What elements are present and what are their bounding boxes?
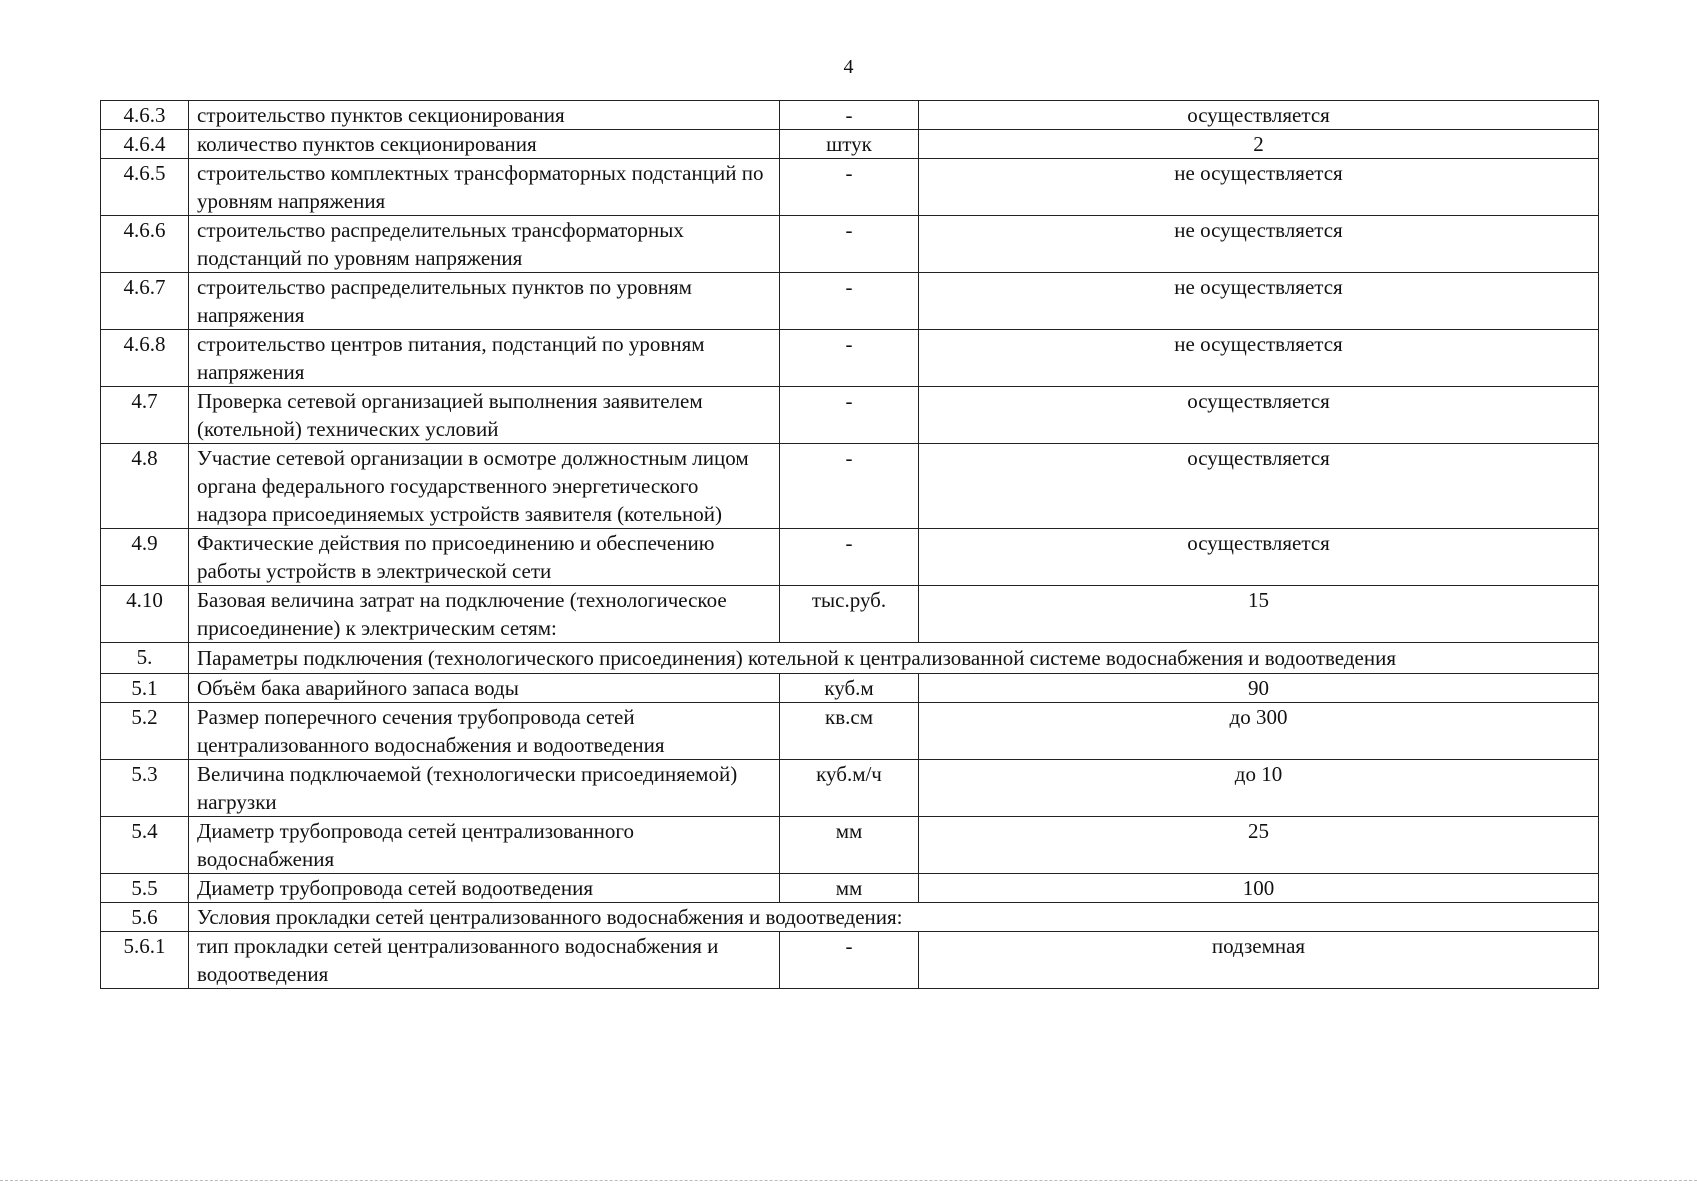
row-unit: кв.см [780,703,919,760]
row-number: 4.6.5 [101,159,189,216]
section-title: Параметры подключения (технологического присоединения) котельной к централизованной системе водоснабжения и водоотведения [189,643,1599,674]
table-row [101,444,1599,529]
row-unit: - [780,101,919,130]
table-row [101,674,1599,703]
table-row [101,159,1599,216]
table-row [101,932,1599,989]
row-value: осуществляется [919,529,1599,586]
row-description: строительство центров питания, подстанций по уровням напряжения [189,330,780,387]
row-description: количество пунктов секционирования [189,130,780,159]
row-number: 4.7 [101,387,189,444]
row-number: 5.6.1 [101,932,189,989]
row-number: 5.5 [101,874,189,903]
table-row [101,273,1599,330]
row-description: строительство пунктов секционирования [189,101,780,130]
row-number: 4.8 [101,444,189,529]
table-row [101,760,1599,817]
row-value: 100 [919,874,1599,903]
section-title: Условия прокладки сетей централизованного водоснабжения и водоотведения: [189,903,1599,932]
row-description: Проверка сетевой организацией выполнения заявителем (котельной) технических условий [189,387,780,444]
section-row [101,643,1599,674]
row-unit: куб.м [780,674,919,703]
table-row [101,101,1599,130]
row-number: 4.9 [101,529,189,586]
row-value: не осуществляется [919,159,1599,216]
parameters-table [100,100,1599,989]
row-description: Объём бака аварийного запаса воды [189,674,780,703]
row-value: 15 [919,586,1599,643]
row-unit: штук [780,130,919,159]
row-number: 5.2 [101,703,189,760]
table-row [101,330,1599,387]
row-number: 4.6.3 [101,101,189,130]
table-row [101,387,1599,444]
section-row [101,903,1599,932]
row-value: подземная [919,932,1599,989]
row-value: осуществляется [919,387,1599,444]
row-unit: - [780,273,919,330]
row-value: не осуществляется [919,330,1599,387]
row-unit: тыс.руб. [780,586,919,643]
row-value: не осуществляется [919,216,1599,273]
row-number: 4.6.7 [101,273,189,330]
row-value: до 10 [919,760,1599,817]
row-number: 4.10 [101,586,189,643]
row-number: 4.6.8 [101,330,189,387]
row-number: 5. [101,643,189,674]
row-description: тип прокладки сетей централизованного водоснабжения и водоотведения [189,932,780,989]
row-description: строительство распределительных пунктов по уровням напряжения [189,273,780,330]
row-description: Величина подключаемой (технологически присоединяемой) нагрузки [189,760,780,817]
table-row [101,586,1599,643]
row-value: 2 [919,130,1599,159]
table-row [101,130,1599,159]
table-row [101,874,1599,903]
page-number: 4 [843,56,854,78]
row-unit: - [780,216,919,273]
row-unit: мм [780,874,919,903]
scan-edge-divider [0,1180,1697,1181]
row-description: Размер поперечного сечения трубопровода сетей централизованного водоснабжения и водоотведения [189,703,780,760]
row-unit: - [780,444,919,529]
row-number: 5.6 [101,903,189,932]
row-number: 5.3 [101,760,189,817]
row-description: Диаметр трубопровода сетей централизованного водоснабжения [189,817,780,874]
row-unit: мм [780,817,919,874]
row-value: осуществляется [919,444,1599,529]
table-row [101,703,1599,760]
table-row [101,529,1599,586]
table-row [101,216,1599,273]
row-value: до 300 [919,703,1599,760]
row-description: Диаметр трубопровода сетей водоотведения [189,874,780,903]
row-number: 4.6.6 [101,216,189,273]
row-unit: куб.м/ч [780,760,919,817]
row-number: 4.6.4 [101,130,189,159]
row-unit: - [780,529,919,586]
row-description: строительство комплектных трансформаторных подстанций по уровням напряжения [189,159,780,216]
row-value: осуществляется [919,101,1599,130]
row-description: Базовая величина затрат на подключение (технологическое присоединение) к электрическим сетям: [189,586,780,643]
row-unit: - [780,932,919,989]
row-value: 90 [919,674,1599,703]
row-description: Участие сетевой организации в осмотре должностным лицом органа федерального государственного энергетического надзора присоединяемых устройств заявителя (котельной) [189,444,780,529]
row-unit: - [780,330,919,387]
row-value: 25 [919,817,1599,874]
row-unit: - [780,387,919,444]
table-row [101,817,1599,874]
row-number: 5.1 [101,674,189,703]
row-value: не осуществляется [919,273,1599,330]
row-description: Фактические действия по присоединению и обеспечению работы устройств в электрической сети [189,529,780,586]
row-unit: - [780,159,919,216]
row-number: 5.4 [101,817,189,874]
row-description: строительство распределительных трансформаторных подстанций по уровням напряжения [189,216,780,273]
